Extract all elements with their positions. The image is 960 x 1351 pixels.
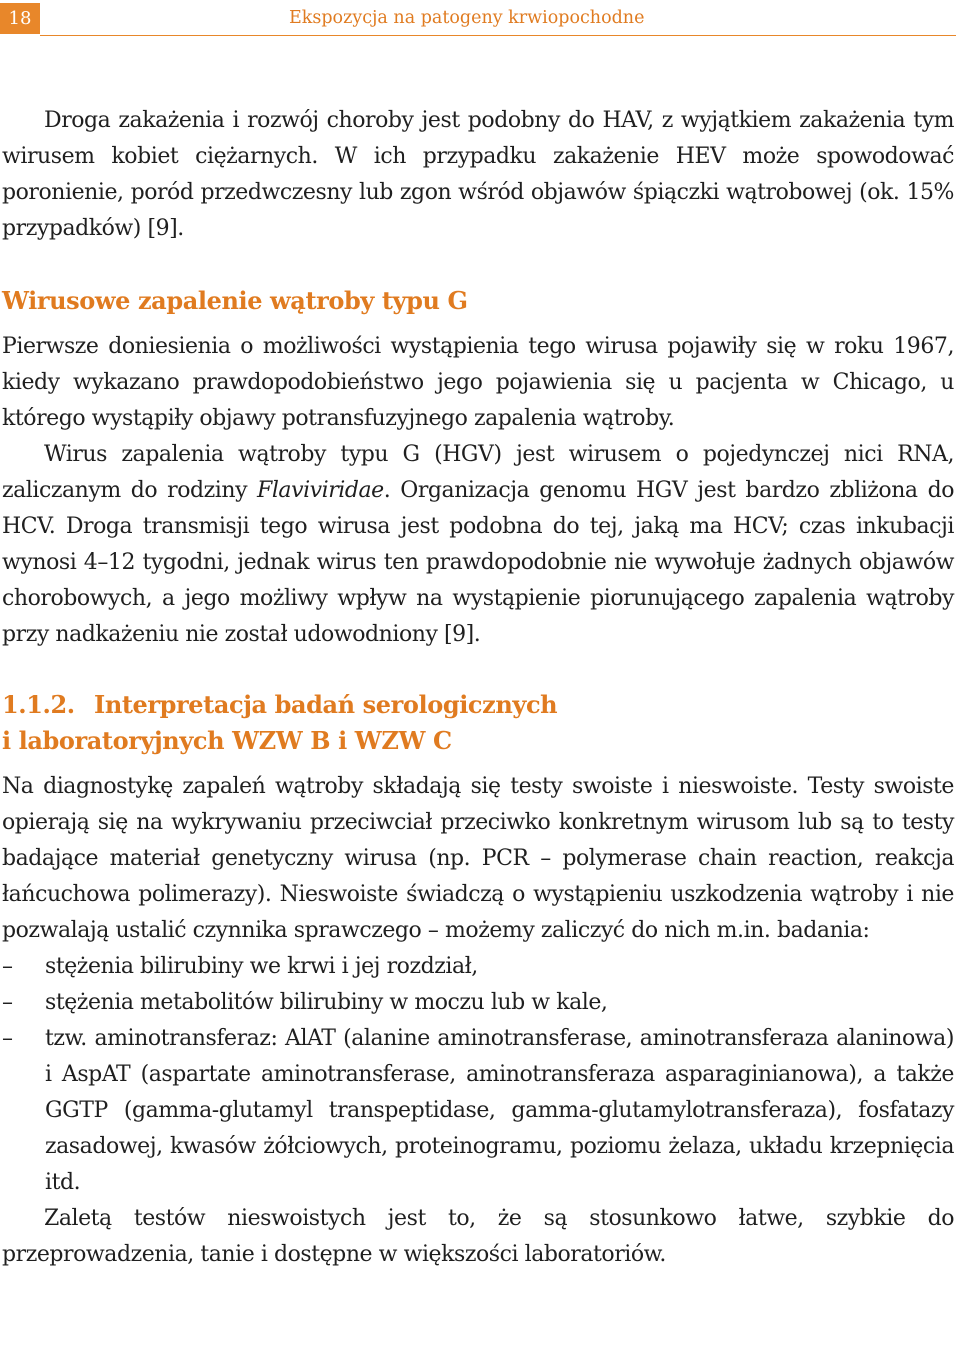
list-item: – stężenia bilirubiny we krwi i jej rozdział, [2,949,954,985]
section-title-line2: i laboratoryjnych WZW B i WZW C [2,726,452,755]
running-title: Ekspozycja na patogeny krwiopochodne [289,8,645,28]
paragraph-hgv-history: Pierwsze doniesienia o możliwości wystąpienia tego wirusa pojawiły się w roku 1967, kiedy wykazano prawdopodobieństwo jego pojawienia się u pacjenta w Chicago, u którego wystąpiły objawy potransfuzyjnego zapalenia wątroby. [2,334,954,431]
para3-family-name: Flaviviridae [257,478,384,503]
page-number-badge: 18 [0,3,40,34]
paragraph-hev: Droga zakażenia i rozwój choroby jest podobny do HAV, z wyjątkiem zakażenia tym wirusem kobiet ciężarnych. W ich przypadku zakażenie HEV może spowodować poronienie, poród przedwczesny lub zgon wśród objawów śpiączki wątrobowej (ok. 15% przypadków) [9]. [2,108,954,241]
section-title-line1: Interpretacja badań serologicznych [94,690,558,719]
para3-text-a: Wirus zapalenia wątroby typu G (HGV) jest wirusem o pojedynczej nici RNA, zaliczanym do rodziny [2,442,954,503]
page-header [0,0,960,38]
paragraph-hgv-virus [2,437,954,653]
page-content [2,103,954,1273]
paragraph-advantages: Zaletą testów nieswoistych jest to, że są stosunkowo łatwe, szybkie do przeprowadzenia, tanie i dostępne w większości laboratoriów. [2,1206,954,1267]
list-item: – tzw. aminotransferaz: AlAT (alanine aminotransferase, aminotransferaza alaninowa) i AspAT (aspartate aminotransferase, aminotransferaza asparaginianowa), a także GGTP (gamma-glutamyl transpeptidase, gamma-glutamylotransferaza), fosfatazy zasadowej, kwasów żółciowych, proteinogramu, poziomu żelaza, układu krzepnięcia itd. [2,1021,954,1201]
heading-hgv: Wirusowe zapalenie wątroby typu G [2,286,468,315]
paragraph-diagnostics: Na diagnostykę zapaleń wątroby składają się testy swoiste i nieswoiste. Testy swoiste opierają się na wykrywaniu przeciwciał przeciwko konkretnym wirusom lub są to testy badające materiał genetyczny wirusa (np. PCR – polymerase chain reaction, reakcja łańcuchowa polimerazy). Nieswoiste świadczą o wystąpieniu uszkodzenia wątroby i nie pozwalają ustalić czynnika sprawczego – możemy zaliczyć do nich m.in. badania: [2,774,954,943]
section-heading [2,687,954,759]
list-item: – stężenia metabolitów bilirubiny w moczu lub w kale, [2,985,954,1021]
section-number: 1.1.2. [2,690,75,719]
para3-text-b: . Organizacja genomu HGV jest bardzo zbliżona do HCV. Droga transmisji tego wirusa jest podobna do tej, jaką ma HCV; czas inkubacji wynosi 4–12 tygodni, jednak wirus ten prawdopodobnie nie wywołuje żadnych objawów chorobowych, a jego możliwy wpływ na wystąpienie piorunującego zapalenia wątroby przy nadkażeniu nie został udowodniony [9]. [2,478,955,647]
header-rule [40,35,956,36]
tests-list [2,949,954,1201]
